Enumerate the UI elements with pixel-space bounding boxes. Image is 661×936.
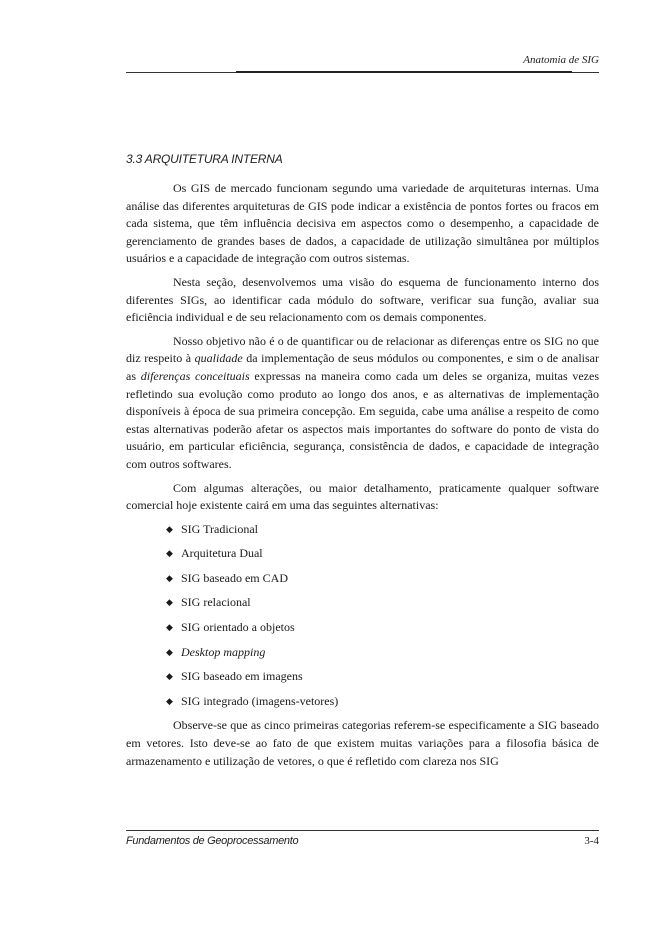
list-item-label: SIG baseado em imagens [181,669,303,684]
list-item-label: SIG relacional [181,595,251,610]
emphasis-text: qualidade [194,351,243,366]
list-item-label: Arquitetura Dual [181,546,263,561]
list-item-label: SIG Tradicional [181,521,259,536]
body-text [126,180,599,776]
list-item-label: SIG baseado em CAD [181,570,288,585]
paragraph: Observe-se que as cinco primeiras categorias referem-se especificamente a SIG baseado em vetores. Isto deve-se ao fato de que existem muitas variações para a filosofia básica de armazenamento e utilização de vetores, o que é refletido com clareza nos SIG [126,718,599,768]
diamond-bullet-icon: ◆ [166,523,173,534]
diamond-bullet-icon: ◆ [166,622,173,633]
header-rule-accent [236,71,572,73]
diamond-bullet-icon: ◆ [166,646,173,657]
text-run: expressas na maneira como cada um deles se organiza, muitas vezes refletindo sua evolução como produto ao longo dos anos, e as alternativas de implementação disponíveis à época de sua primeira concepção. Em seguida, cabe uma análise a respeito de como estas alternativas poderão afetar os aspectos mais importantes do software do ponto de vista do usuário, em particular eficiência, segurança, consistência de dados, e capacidade de integração com outros softwares. [126,368,599,471]
paragraph: Os GIS de mercado funcionam segundo uma variedade de arquiteturas internas. Uma análise das diferentes arquiteturas de GIS pode indicar a existência de pontos fortes ou fracos em cada sistema, que têm influência decisiva em aspectos como o desempenho, a capacidade de gerenciamento de grandes bases de dados, a capacidade de utilização simultânea por múltiplos usuários e a capacidade de integração com outros sistemas. [126,181,599,266]
list-item [126,619,599,644]
list-item [126,693,599,718]
diamond-bullet-icon: ◆ [166,548,173,559]
list-item [126,668,599,693]
list-item [126,594,599,619]
footer-rule [126,830,599,831]
emphasis-text: diferenças conceituais [140,368,250,383]
diamond-bullet-icon: ◆ [166,597,173,608]
text-run: da implementação de seus módulos ou componentes, e sim o de analisar as [126,351,599,383]
paragraph [126,333,599,474]
list-item [126,570,599,595]
list-item-label: SIG integrado (imagens-vetores) [181,693,339,708]
list-item [126,644,599,669]
section-heading: 3.3 ARQUITETURA INTERNA [126,152,283,166]
paragraph: Nesta seção, desenvolvemos uma visão do esquema de funcionamento interno dos diferentes SIGs, ao identificar cada módulo do software, verificar sua função, avaliar sua eficiência individual e de seu relacionamento com os demais componentes. [126,274,599,325]
page-number: 3-4 [584,835,599,847]
footer-book-title: Fundamentos de Geoprocessamento [126,835,299,847]
diamond-bullet-icon: ◆ [166,695,173,706]
list-item-label: Desktop mapping [181,644,266,659]
list-item [126,545,599,570]
diamond-bullet-icon: ◆ [166,671,173,682]
paragraph: Com algumas alterações, ou maior detalhamento, praticamente qualquer software comercial hoje existente cairá em uma das seguintes alternativas: [126,480,599,513]
running-header-title: Anatomia de SIG [523,54,599,66]
bullet-list [126,521,599,718]
list-item-label: SIG orientado a objetos [181,620,295,635]
diamond-bullet-icon: ◆ [166,572,173,583]
text-run: Nosso objetivo não é o de quantificar ou de relacionar as diferenças entre os SIG no que diz respeito à [126,333,599,366]
list-item [126,521,599,546]
